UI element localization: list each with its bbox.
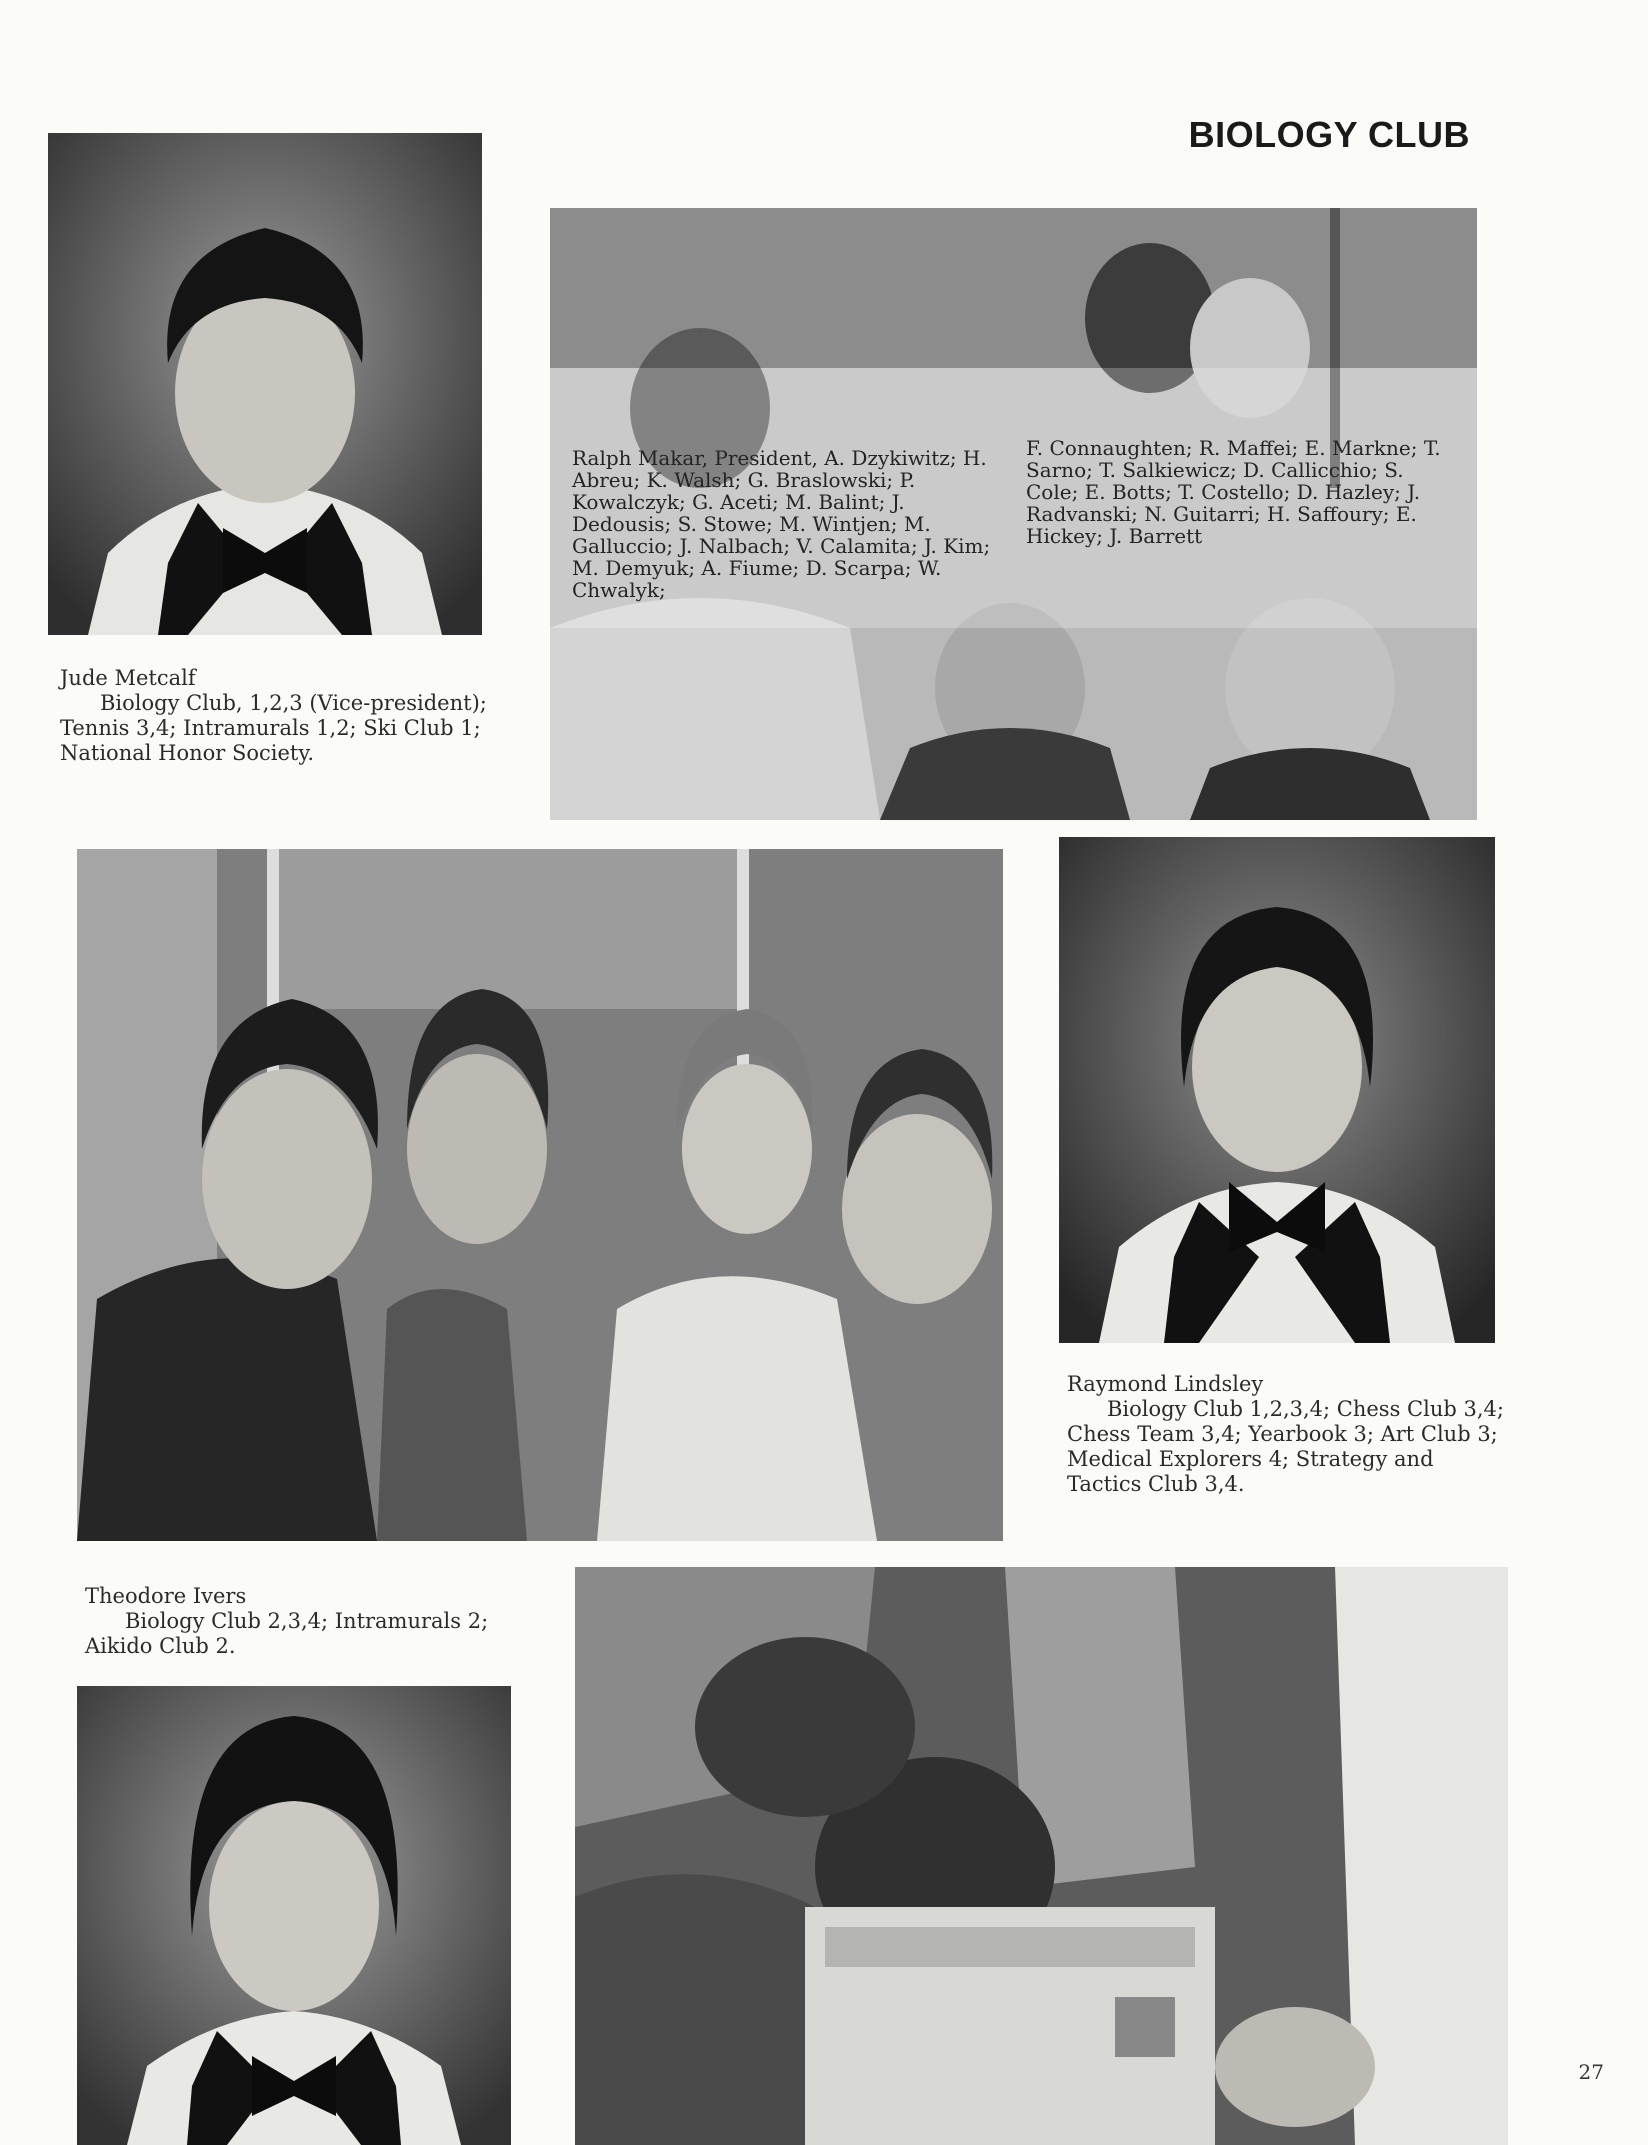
group-names-column-2: F. Connaughten; R. Maffei; E. Markne; T. Sarno; T. Salkiewicz; D. Callicchio; S. Cole; E. Botts; T. Costello; D. Hazley; J. Radvanski; N. Guitarri; H. Saffoury; E. Hickey; J. Barrett xyxy=(1026,436,1441,548)
senior-name: Theodore Ivers xyxy=(85,1584,247,1608)
senior-name: Raymond Lindsley xyxy=(1067,1372,1264,1396)
portrait-theodore-ivers xyxy=(77,1686,511,2145)
page-title: BIOLOGY CLUB xyxy=(1188,114,1470,155)
caption-jude-metcalf xyxy=(60,666,500,766)
portrait-jude-metcalf xyxy=(48,133,482,635)
portrait-raymond-lindsley xyxy=(1059,837,1495,1343)
senior-activities: Biology Club 2,3,4; Intramurals 2; Aikido Club 2. xyxy=(85,1609,489,1658)
page-number: 27 xyxy=(1578,2060,1604,2084)
lab-photo xyxy=(575,1567,1508,2145)
senior-name: Jude Metcalf xyxy=(60,666,196,690)
candid-group-photo xyxy=(77,849,1003,1541)
senior-activities: Biology Club 1,2,3,4; Chess Club 3,4; Chess Team 3,4; Yearbook 3; Art Club 3; Medical Explorers 4; Strategy and Tactics Club 3,4. xyxy=(1067,1397,1504,1496)
caption-raymond-lindsley xyxy=(1067,1372,1507,1497)
group-names-column-1: Ralph Makar, President, A. Dzykiwitz; H. Abreu; K. Walsh; G. Braslowski; P. Kowalczyk; G. Aceti; M. Balint; J. Dedousis; S. Stowe; M. Wintjen; M. Galluccio; J. Nalbach; V. Calamita; J. Kim; M. Demyuk; A. Fiume; D. Scarpa; W. Chwalyk; xyxy=(572,446,991,602)
senior-activities: Biology Club, 1,2,3 (Vice-president); Tennis 3,4; Intramurals 1,2; Ski Club 1; National Honor Society. xyxy=(60,691,487,765)
caption-theodore-ivers xyxy=(85,1584,515,1659)
